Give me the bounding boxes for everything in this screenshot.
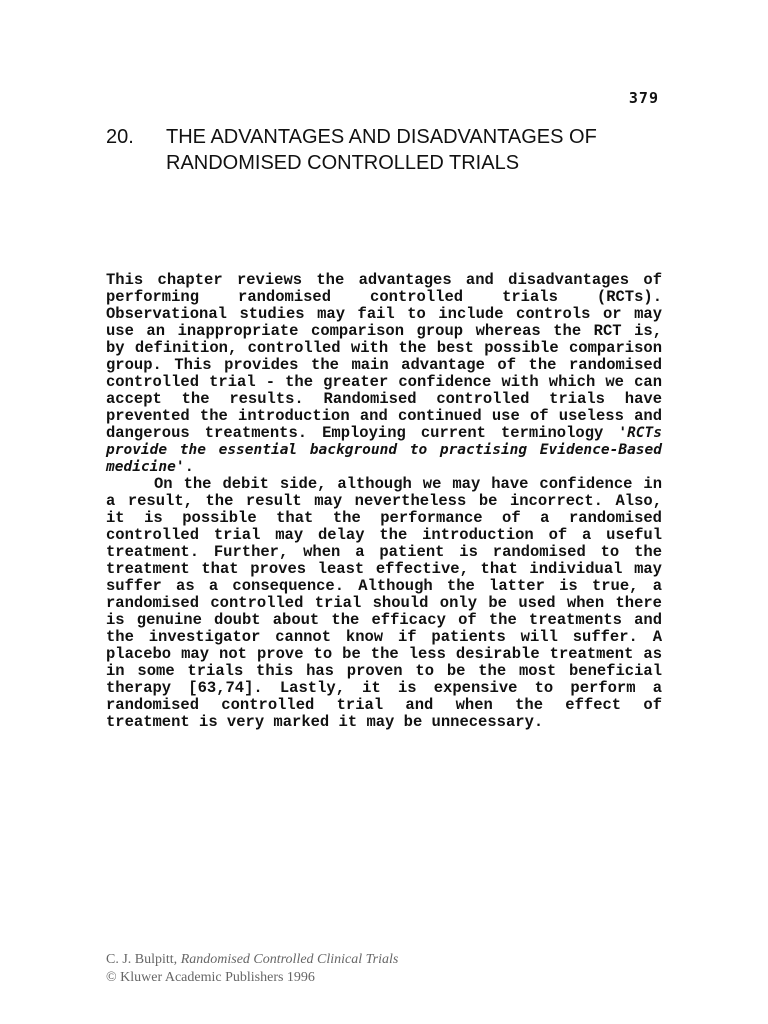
paragraph-1-end: . xyxy=(184,458,194,476)
book-title: Randomised Controlled Clinical Trials xyxy=(180,952,399,967)
quote: 'RCTs provide the essential background to practising Evidence-Based medicine' xyxy=(106,425,662,475)
paragraph-1 xyxy=(106,272,662,476)
paragraph-2: On the debit side, although we may have confidence in a result, the result may nevertheless be incorrect. Also, it is possible that the performance of a randomised controlled trial may delay the introduction of a useful treatment. Further, when a patient is randomised to the treatment that proves least effective, that individual may suffer as a consequence. Although the latter is true, a randomised controlled trial should only be used when there is genuine doubt about the efficacy of the treatments and the investigator cannot know if patients will suffer. A placebo may not prove to be the less desirable treatment as in some trials this has proven to be the most beneficial therapy [63,74]. Lastly, it is expensive to perform a randomised controlled trial and when the effect of treatment is very marked it may be unnecessary. xyxy=(106,475,662,731)
page-number: 379 xyxy=(628,89,659,107)
paragraph-1-text: This chapter reviews the advantages and disadvantages of performing randomised controlled trials (RCTs). Observational studies may fail to include controls or may use an inappropriate comparison group whereas the RCT is, by definition, controlled with the best possible comparison group. This provides the main advantage of the randomised controlled trial - the greater confidence with which we can accept the results. Randomised controlled trials have prevented the introduction and continued use of useless and dangerous treatments. Employing current terminology xyxy=(106,271,662,442)
chapter-heading xyxy=(106,124,666,176)
chapter-title: THE ADVANTAGES AND DISADVANTAGES OF RANDOMISED CONTROLLED TRIALS xyxy=(166,126,597,174)
chapter-body xyxy=(106,272,662,731)
copyright: © Kluwer Academic Publishers 1996 xyxy=(106,970,315,985)
author: C. J. Bulpitt, xyxy=(106,952,181,967)
citation-line xyxy=(106,951,398,969)
footer-citation xyxy=(106,951,398,987)
chapter-number: 20. xyxy=(106,126,134,148)
